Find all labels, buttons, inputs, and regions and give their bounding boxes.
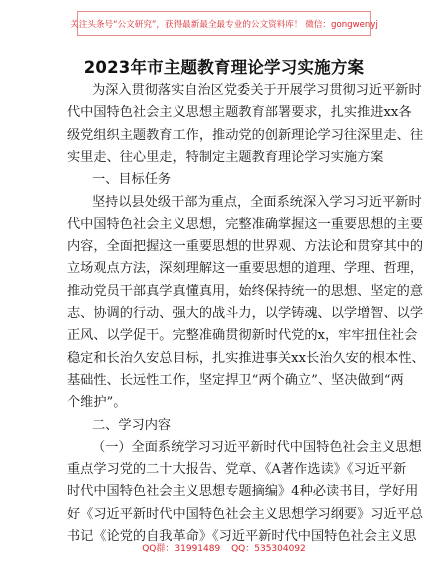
paragraph-line: 时代中国特色社会主义思想专题摘编》4种必读书目，学好用	[67, 484, 419, 500]
paragraph-line: 内容，全面把握这一重要思想的世界观、方法论和贯穿其中的	[67, 239, 424, 255]
section-heading: 二、学习内容	[92, 417, 172, 433]
paragraph-line: （一）全面系统学习习近平新时代中国特色社会主义思想	[92, 439, 422, 455]
footer-contact	[0, 541, 448, 554]
paragraph-line: 志、协调的行动、强大的战斗力，以学铸魂、以学增智、以学	[67, 306, 424, 321]
paragraph-line: 稳定和长治久安总目标，扎实推进事关xx长治久安的根本性、	[67, 350, 425, 366]
paragraph-line: 基础性、长远性工作，坚定捍卫“两个确立”、坚决做到“两	[67, 372, 404, 388]
paragraph-line: 代中国特色社会主义思想主题教育部署要求，扎实推进xx各	[67, 105, 412, 121]
paragraph-line: 个维护”。	[67, 395, 127, 411]
paragraph-line: 级党组织主题教育工作，推动党的创新理论学习往深里走、往	[67, 127, 424, 143]
paragraph-line: 书记《论党的自我革命》《习近平新时代中国特色社会主义思	[67, 529, 417, 544]
paragraph-line: 正风、以学促干。完整准确贯彻新时代党的x，牢牢扭住社会	[67, 328, 418, 344]
paragraph-line: 代中国特色社会主义思想，完整准确掌握这一重要思想的主要	[67, 216, 424, 232]
promo-banner-text: 关注头条号“公文研究”，获得最新最全最专业的公文资料库！ 微信：gongwenyj	[70, 19, 378, 30]
paragraph-line: 立场观点方法，深刻理解这一重要思想的道理、学理、哲理，	[67, 261, 424, 277]
document-title: 2023年市主题教育理论学习实施方案	[83, 58, 365, 77]
paragraph-line: 坚持以县处级干部为重点，全面系统深入学习习近平新时	[92, 194, 422, 210]
footer-qq: QQ：535304092	[231, 544, 306, 554]
paragraph-line: 好《习近平新时代中国特色社会主义思想学习纲要》习近平总	[67, 506, 424, 522]
paragraph-line: 实里走、往心里走，特制定主题教育理论学习实施方案	[67, 149, 384, 165]
paragraph-line: 推动党员干部真学真懂真用，始终保持统一的思想、坚定的意	[67, 283, 424, 299]
promo-banner	[70, 11, 378, 36]
footer-qq-group: QQ群：31991489	[142, 544, 221, 554]
paragraph-line: 重点学习党的二十大报告、党章、《A著作选读》《习近平新	[67, 462, 407, 478]
paragraph-line: 为深入贯彻落实自治区党委关于开展学习贯彻习近平新时	[92, 83, 422, 98]
section-heading: 一、目标任务	[92, 172, 172, 188]
